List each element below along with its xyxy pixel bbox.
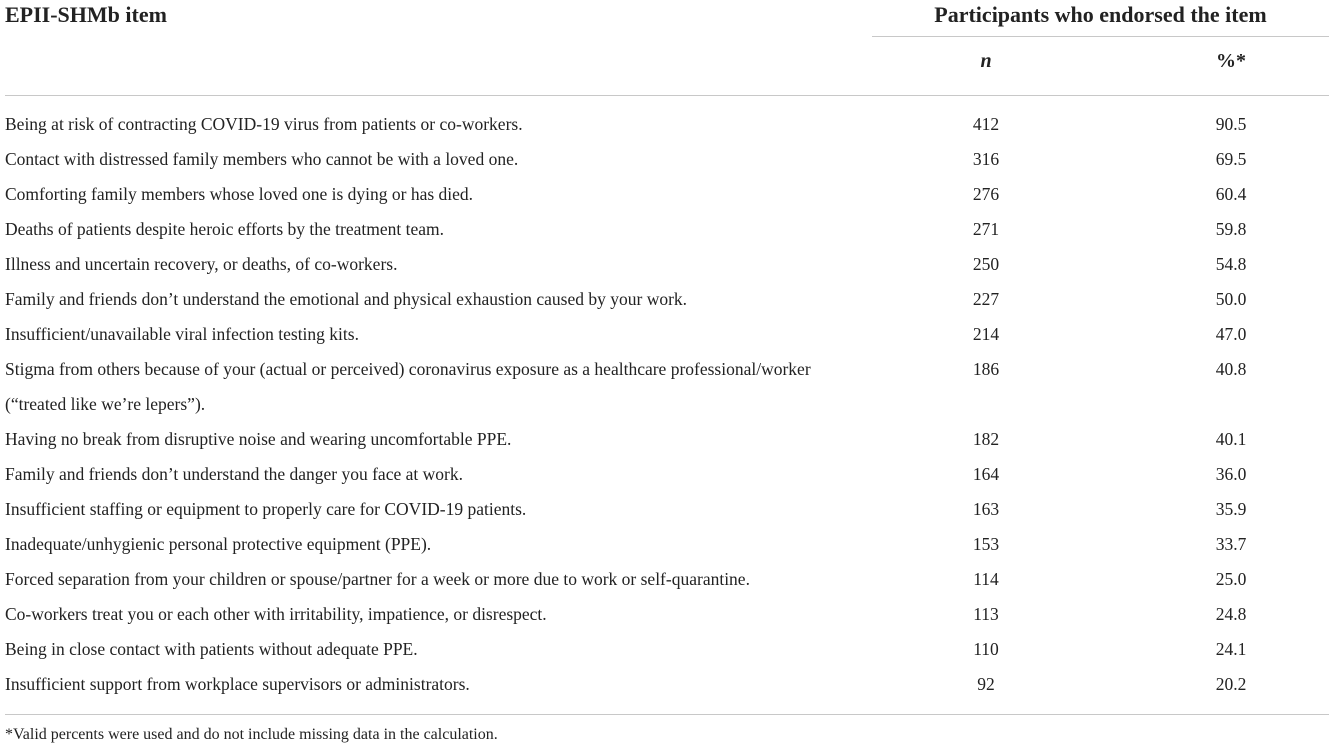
column-header-percent: %* xyxy=(1216,50,1246,72)
row-percent-value: 50.0 xyxy=(1215,289,1247,309)
table-row xyxy=(0,142,1334,177)
row-n-value: 186 xyxy=(972,359,1000,379)
row-n-value: 250 xyxy=(972,254,1000,274)
row-percent-value: 36.0 xyxy=(1215,464,1247,484)
row-n-value: 316 xyxy=(972,149,1000,169)
table-row xyxy=(0,212,1334,247)
row-item-text: Being at risk of contracting COVID-19 virus from patients or co-workers. xyxy=(5,114,523,134)
row-item-text: Having no break from disruptive noise and wearing uncomfortable PPE. xyxy=(5,429,512,449)
row-item-text: Family and friends don’t understand the emotional and physical exhaustion caused by your work. xyxy=(5,289,688,309)
group-header-rule xyxy=(872,36,1329,37)
column-group-header: Participants who endorsed the item xyxy=(934,2,1267,27)
row-n-value: 276 xyxy=(972,184,1000,204)
row-percent-value: 33.7 xyxy=(1215,534,1247,554)
table-row xyxy=(0,632,1334,667)
row-n-value: 153 xyxy=(972,534,1000,554)
row-n-value: 163 xyxy=(972,499,1000,519)
row-percent-value: 54.8 xyxy=(1215,254,1247,274)
row-item-text: Comforting family members whose loved one is dying or has died. xyxy=(5,184,474,204)
table-row xyxy=(0,177,1334,212)
row-percent-value: 25.0 xyxy=(1215,569,1247,589)
row-percent-value: 69.5 xyxy=(1215,149,1247,169)
table-row xyxy=(0,317,1334,352)
table-row xyxy=(0,282,1334,317)
row-item-text: Forced separation from your children or spouse/partner for a week or more due to work or self-quarantine. xyxy=(5,569,750,589)
row-item-text: Insufficient staffing or equipment to properly care for COVID-19 patients. xyxy=(5,499,527,519)
column-header-n: n xyxy=(980,50,992,72)
row-n-value: 164 xyxy=(972,464,1000,484)
table-row xyxy=(0,247,1334,282)
row-item-text: Inadequate/unhygienic personal protective equipment (PPE). xyxy=(5,534,432,554)
table-footnote: *Valid percents were used and do not include missing data in the calculation. xyxy=(5,726,498,743)
row-item-text: Contact with distressed family members who cannot be with a loved one. xyxy=(5,149,519,169)
footer-rule xyxy=(5,714,1329,715)
row-n-value: 182 xyxy=(972,429,1000,449)
table-row xyxy=(0,107,1334,142)
row-percent-value: 24.1 xyxy=(1215,639,1247,659)
table-row xyxy=(0,422,1334,457)
row-n-value: 113 xyxy=(973,604,999,624)
row-n-value: 412 xyxy=(972,114,1000,134)
table-row xyxy=(0,352,1334,422)
row-percent-value: 24.8 xyxy=(1215,604,1247,624)
row-n-value: 271 xyxy=(972,219,1000,239)
row-percent-value: 20.2 xyxy=(1215,674,1247,694)
row-percent-value: 59.8 xyxy=(1215,219,1247,239)
row-percent-value: 40.1 xyxy=(1215,429,1247,449)
table-row xyxy=(0,492,1334,527)
row-percent-value: 90.5 xyxy=(1215,114,1247,134)
table-body xyxy=(0,107,1334,702)
row-item-text: Insufficient support from workplace supervisors or administrators. xyxy=(5,674,470,694)
row-percent-value: 60.4 xyxy=(1215,184,1247,204)
column-header-item: EPII-SHMb item xyxy=(5,2,167,27)
table-row xyxy=(0,597,1334,632)
row-item-text: Stigma from others because of your (actual or perceived) coronavirus exposure as a healthcare professional/worker (“treated like we’re lepers”). xyxy=(5,359,811,414)
row-percent-value: 40.8 xyxy=(1215,359,1247,379)
row-item-text: Family and friends don’t understand the danger you face at work. xyxy=(5,464,463,484)
row-percent-value: 47.0 xyxy=(1215,324,1247,344)
table-row xyxy=(0,562,1334,597)
row-item-text: Deaths of patients despite heroic efforts by the treatment team. xyxy=(5,219,444,239)
row-item-text: Insufficient/unavailable viral infection testing kits. xyxy=(5,324,359,344)
row-percent-value: 35.9 xyxy=(1215,499,1247,519)
row-n-value: 114 xyxy=(973,569,999,589)
row-item-text: Being in close contact with patients without adequate PPE. xyxy=(5,639,418,659)
table-row xyxy=(0,457,1334,492)
row-n-value: 92 xyxy=(977,674,995,694)
row-n-value: 110 xyxy=(973,639,999,659)
row-item-text: Illness and uncertain recovery, or deaths, of co-workers. xyxy=(5,254,398,274)
table-row xyxy=(0,527,1334,562)
row-n-value: 227 xyxy=(972,289,1000,309)
row-item-text: Co-workers treat you or each other with irritability, impatience, or disrespect. xyxy=(5,604,547,624)
header-rule xyxy=(5,95,1329,96)
table-row xyxy=(0,667,1334,702)
row-n-value: 214 xyxy=(972,324,1000,344)
